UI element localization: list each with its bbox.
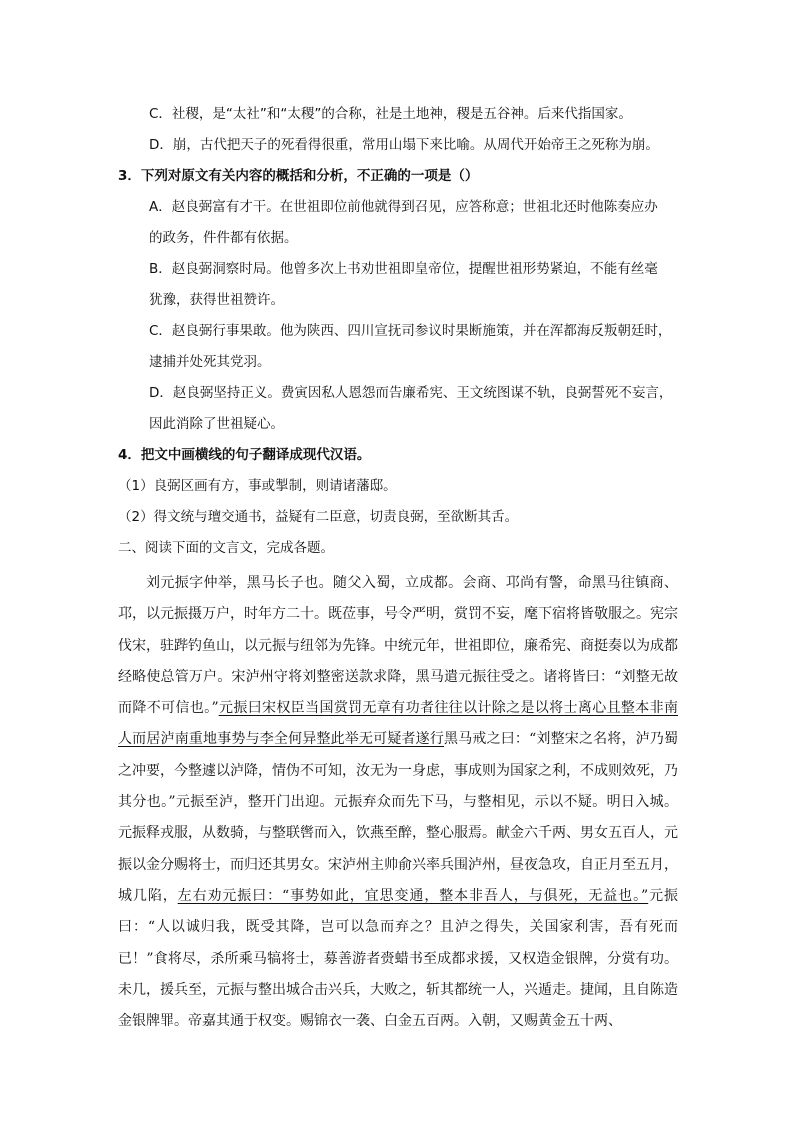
q3-option-a-line1: A．赵良弼富有才干。在世祖即位前他就得到召见，应答称意；世祖北还时他陈奏应办 (149, 199, 658, 215)
q4-item-2: （2）得文统与璮交通书，益疑有二臣意，切责良弼，至欲断其舌。 (118, 509, 519, 525)
classical-passage (118, 568, 678, 1037)
q4-stem: 4．把文中画横线的句子翻译成现代汉语。 (118, 447, 371, 463)
q2-option-c: C．社稷，是“太社”和“太稷”的合称，社是土地神，稷是五谷神。后来代指国家。 (149, 106, 632, 122)
q4-item-1: （1）良弼区画有方，事或掣制，则请诸藩邸。 (118, 478, 397, 494)
q3-stem: 3．下列对原文有关内容的概括和分析，不正确的一项是（） (118, 168, 479, 184)
q3-option-d-line1: D．赵良弼坚持正义。费寅因私人恩怨而告廉希宪、王文统图谋不轨，良弼誓死不妄言， (149, 385, 673, 401)
underlined-sentence-1: 元振曰宋权臣当国赏罚无章有功者往往以计除之是以将士离心且整本非南人而居泸南重地事势与李全何异整此举无可疑者遂行 (118, 700, 678, 748)
passage-text: 黑马戒之曰：“刘整宋之名将，泸乃蜀之冲要，今整遽以泸降，情伪不可知，汝无为一身虑，事成则为国家之利，不成则效死，乃其分也。”元振至泸，整开门出迎。元振弃众而先下马，与整相见，示以不疑。明日入城。元振释戎服，从数骑，与整联辔而入，饮燕至醉，整心服焉。献金六千两、男女五百人，元振以金分赐将士，而归还其男女。宋泸州主帅俞兴率兵围泸州，昼夜急攻，自正月至五月，城几陷， (118, 731, 679, 904)
underlined-sentence-2: 左右劝元振曰：“事势如此，宜思变通，整本非吾人，与俱死，无益也。” (177, 887, 649, 904)
passage-text: 刘元振字仲举，黑马长子也。随父入蜀，立成都。会商、邛尚有警，命黑马往镇商、邛，以元振摄万户，时年方二十。既莅事，号令严明，赏罚不妄，麾下宿将皆敬服之。宪宗伐宋，驻跸钓鱼山，以元振与纽邻为先锋。中统元年，世祖即位，廉希宪、商挺奏以为成都经略使总管万户。宋泸州守将刘整密送款求降，黑马遣元振往受之。诸将皆曰：“刘整无故而降不可信也。” (118, 575, 678, 717)
q3-option-b-line1: B．赵良弼洞察时局。他曾多次上书劝世祖即皇帝位，提醒世祖形势紧迫，不能有丝毫 (149, 261, 658, 277)
passage-text: 元振曰：“人以诚归我，既受其降，岂可以急而弃之？且泸之得失，关国家利害，吾有死而已！”食将尽，杀所乘马犒将士，募善游者赍蜡书至成都求援，又权造金银牌，分赏有功。未几，援兵至，元振与整出城合击兴兵，大败之，斩其都统一人，兴遁走。捷闻，且自陈造金银牌罪。帝嘉其通于权变。赐锦衣一袭、白金五百两。入朝，又赐黄金五十两、 (118, 887, 678, 1030)
q2-option-d: D．崩，古代把天子的死看得很重，常用山塌下来比喻。从周代开始帝王之死称为崩。 (149, 137, 659, 153)
section-heading: 二、阅读下面的文言文，完成各题。 (118, 540, 334, 556)
q3-option-d-line2: 因此消除了世祖疑心。 (149, 416, 284, 432)
q3-option-a-line2: 的政务，件件都有依据。 (149, 230, 298, 246)
passage-paragraph (118, 568, 678, 1037)
q3-option-b-line2: 犹豫，获得世祖赞许。 (149, 292, 284, 308)
q3-option-c-line1: C．赵良弼行事果敢。他为陕西、四川宣抚司参议时果断施策，并在浑都海反叛朝廷时， (149, 323, 672, 339)
q3-option-c-line2: 逮捕并处死其党羽。 (149, 354, 271, 370)
